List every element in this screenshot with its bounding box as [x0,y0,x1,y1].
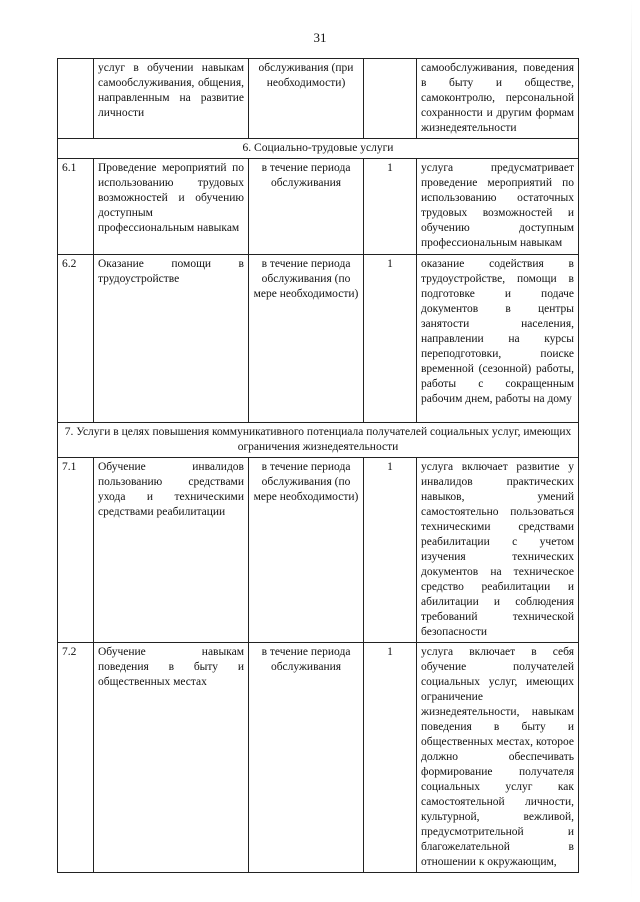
service-name: Оказание помощи в трудоустройстве [94,255,249,423]
service-quantity [364,59,417,139]
service-quantity: 1 [364,643,417,873]
service-term: в течение периода обслуживания [249,159,364,255]
section-title-7: 7. Услуги в целях повышения коммуникативного потенциала получателей социальных услуг, имеющих ограничения жизнедеятельности [58,423,579,458]
section-header-row [58,139,579,159]
section-title-6: 6. Социально-трудовые услуги [58,139,579,159]
service-name: Проведение мероприятий по использованию трудовых возможностей и обучению доступным профессиональным навыкам [94,159,249,255]
row-number: 6.2 [58,255,94,423]
table-row [58,458,579,643]
service-quantity: 1 [364,255,417,423]
table-row [58,643,579,873]
service-term: обслуживания (при необходимости) [249,59,364,139]
service-description: услуга предусматривает проведение мероприятий по использованию остаточных трудовых возможностей и обучению доступным профессиональным навыкам [417,159,579,255]
service-description: оказание содействия в трудоустройстве, помощи в подготовке и подаче документов в центры занятости населения, направлении на курсы переподготовки, поиске временной (сезонной) работы, работы с сокращенным рабочим днем, работы на дому [417,255,579,423]
table-row [58,159,579,255]
page-number: 31 [313,30,327,45]
service-quantity: 1 [364,458,417,643]
row-number: 7.1 [58,458,94,643]
service-quantity: 1 [364,159,417,255]
row-number: 6.1 [58,159,94,255]
service-description: услуга включает в себя обучение получателей социальных услуг, имеющих ограничение жизнедеятельности, навыкам поведения в быту и общественных местах, которое должно обеспечивать формирование получателя социальных услуг как самостоятельной личности, культурной, вежливой, предусмотрительной и благожелательной в отношении к окружающим, [417,643,579,873]
service-term: в течение периода обслуживания (по мере необходимости) [249,458,364,643]
service-term: в течение периода обслуживания [249,643,364,873]
service-description: услуга включает развитие у инвалидов практических навыков, умений самостоятельно пользоваться техническими средствами реабилитации с учетом изучения технических документов на техническое средство реабилитации и абилитации и соблюдения требований технической безопасности [417,458,579,643]
row-number [58,59,94,139]
service-term: в течение периода обслуживания (по мере необходимости) [249,255,364,423]
section-header-row [58,423,579,458]
table-row [58,255,579,423]
service-description: самообслуживания, поведения в быту и обществе, самоконтролю, персональной сохранности и другим формам жизнедеятельности [417,59,579,139]
table-row-continuation [58,59,579,139]
services-table [57,58,579,873]
service-name: Обучение навыкам поведения в быту и общественных местах [94,643,249,873]
scan-edge-line [631,0,632,902]
service-name: Обучение инвалидов пользованию средствами ухода и техническими средствами реабилитации [94,458,249,643]
service-name: услуг в обучении навыкам самообслуживания, общения, направленным на развитие личности [94,59,249,139]
row-number: 7.2 [58,643,94,873]
